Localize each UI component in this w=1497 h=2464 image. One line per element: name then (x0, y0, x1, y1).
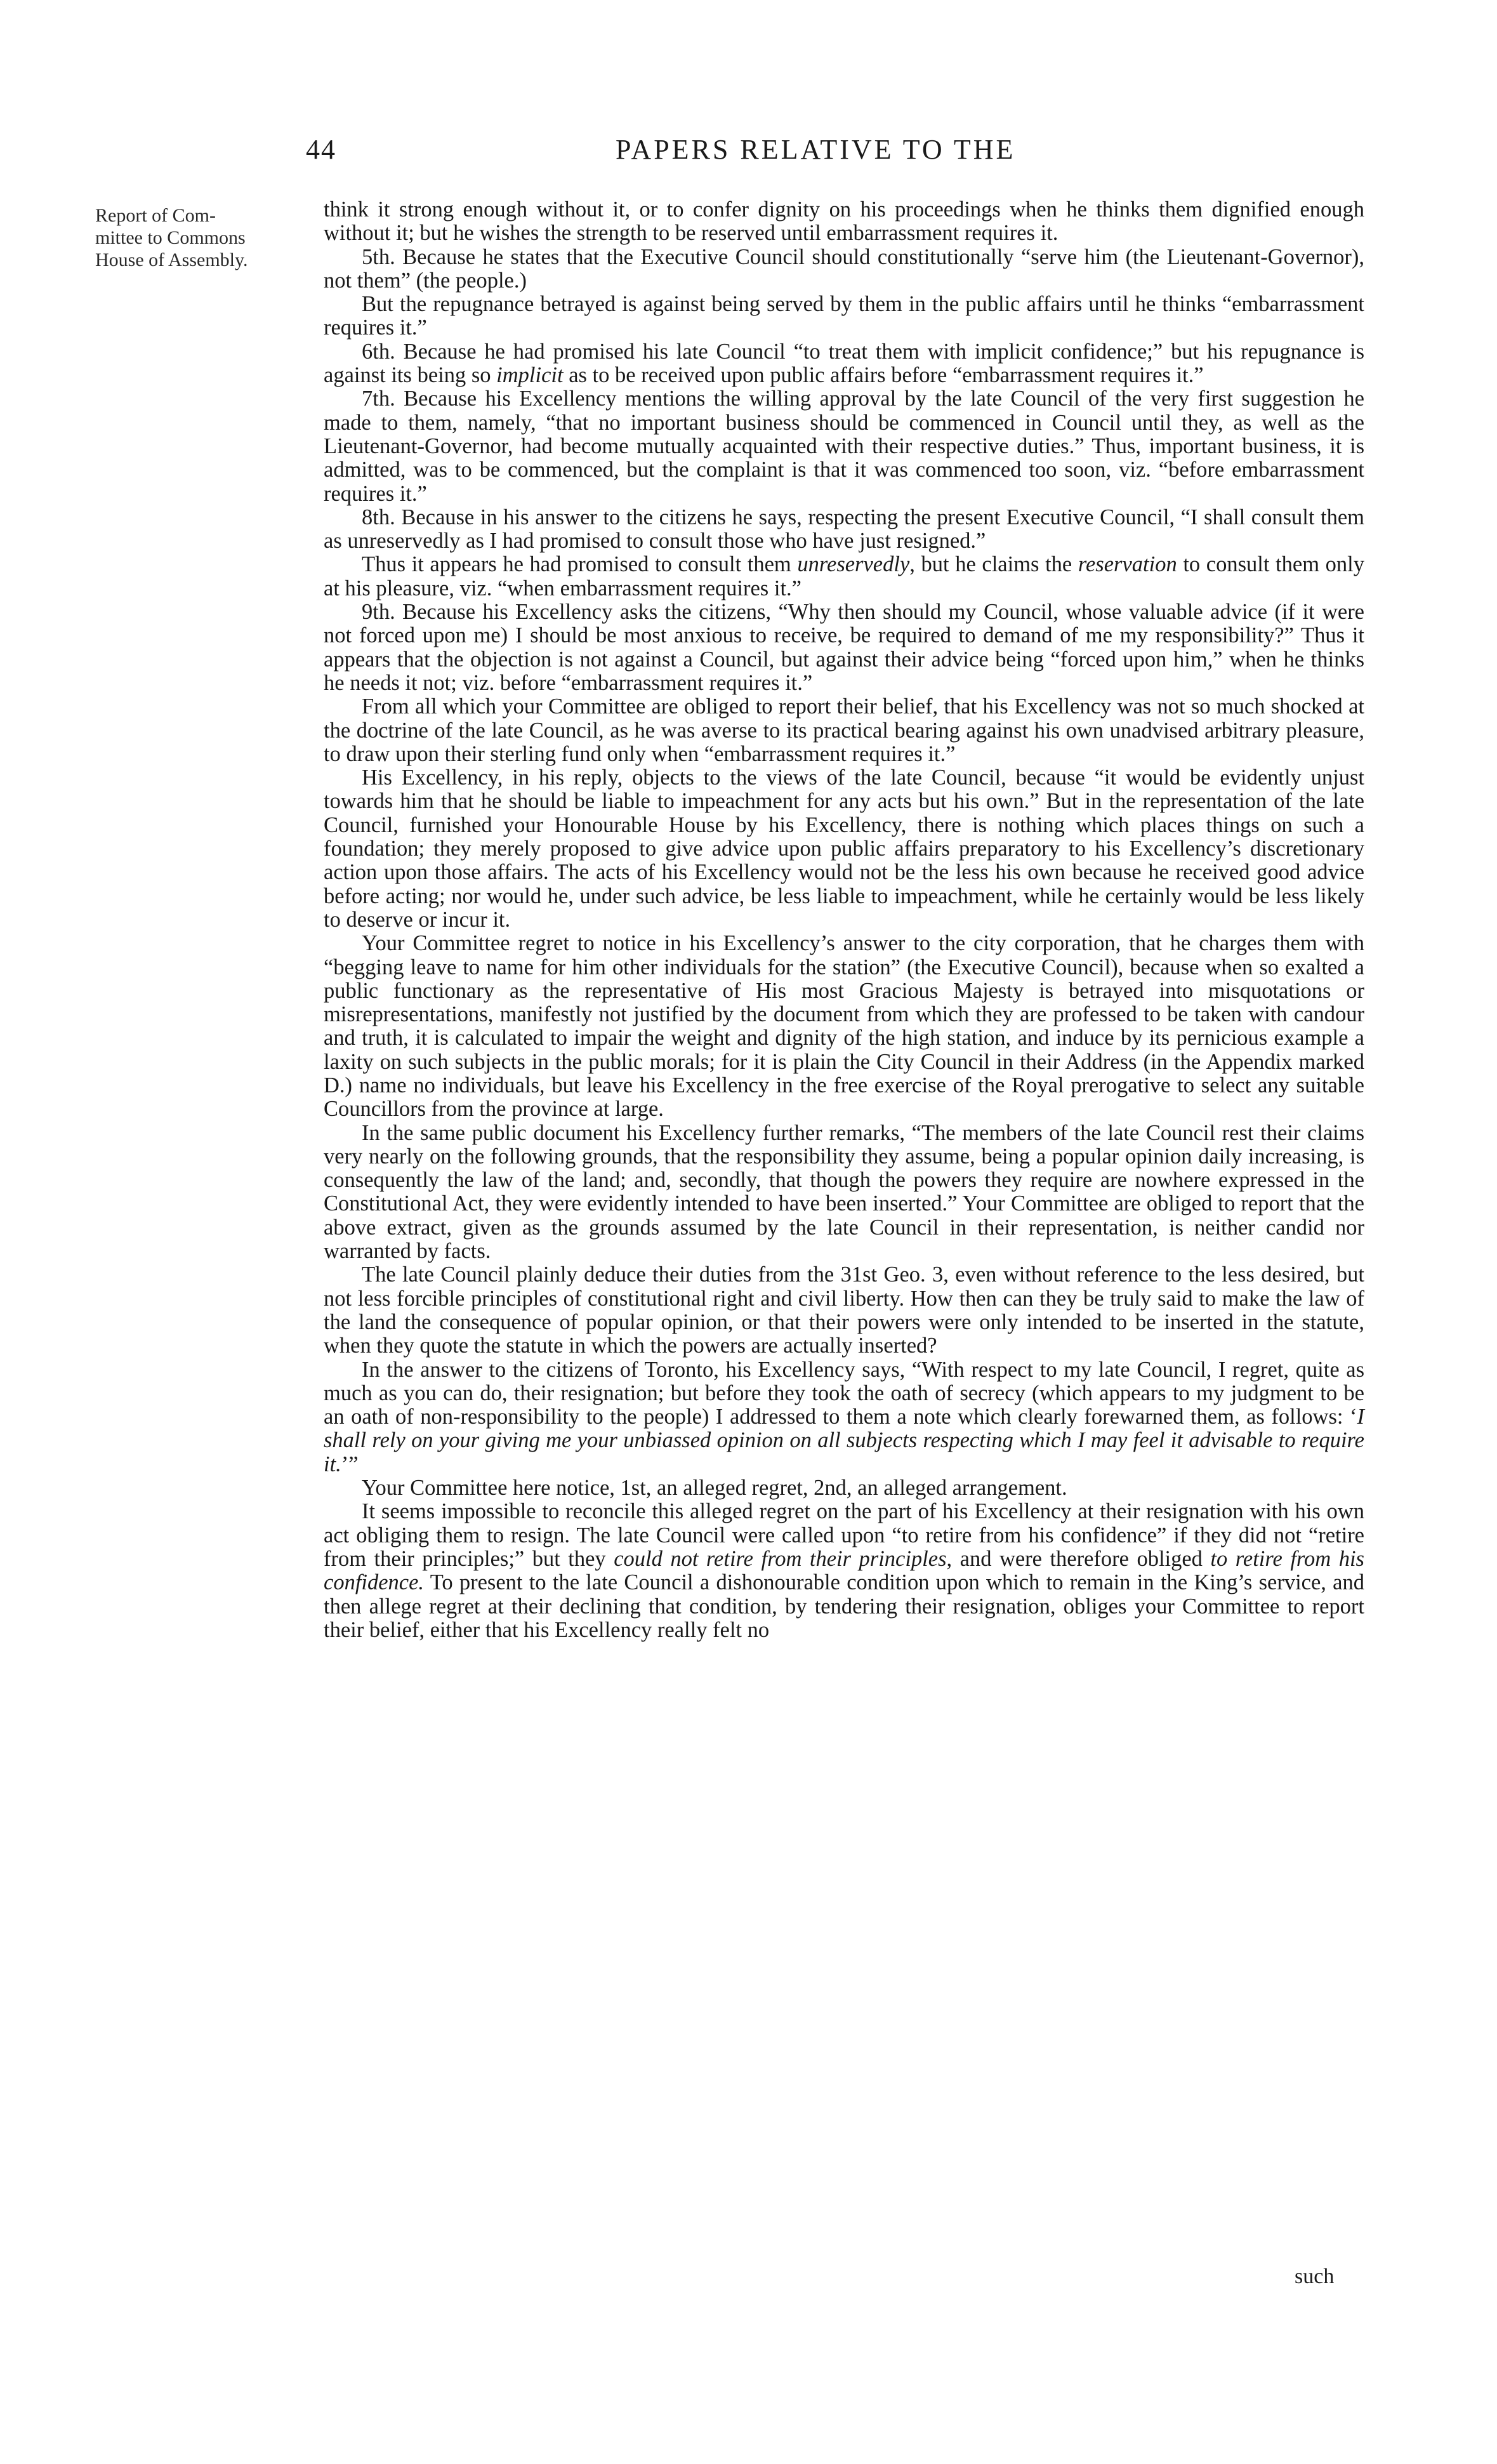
paragraph: In the same public document his Excellency further remarks, “The members of the late Council rest their claims very nearly on the following grounds, that the responsibility they assume, being a popular opinion daily increasing, is consequently the law of the land; and, secondly, that though the powers they require are nowhere expressed in the Constitutional Act, they were evidently intended to have been inserted.” Your Committee are obliged to report that the above extract, given as the grounds assumed by the late Council in their representation, is neither candid nor warranted by facts. (324, 1120, 1364, 1264)
italic-run: could not retire from their principles (614, 1546, 947, 1571)
text-run: 6th. Because he had promised his late Council “to treat them with implicit confidence;” but his repugnance is against its being so (324, 339, 1364, 388)
paragraph: From all which your Committee are obliged to report their belief, that his Excellency was not so much shocked at the doctrine of the late Council, as he was averse to its practical bearing against his own unadvised arbitrary pleasure, to draw upon their sterling fund only when “embarrassment requires it.” (324, 694, 1364, 766)
paragraph (324, 553, 1364, 600)
paragraph: His Excellency, in his reply, objects to the views of the late Council, because “it would be evidently unjust towards him that he should be liable to impeachment for any acts but his own.” But in the representation of the late Council, furnished your Honourable House by his Excellency, there is nothing which places things on such a foundation; they merely proposed to give advice upon public affairs preparatory to his Excellency’s discretionary action upon those affairs. The acts of his Excellency would not be the less his own because he received good advice before acting; nor would he, under such advice, be less liable to impeachment, while he certainly would be less likely to deserve or incur it. (324, 765, 1364, 932)
paragraph: The late Council plainly deduce their duties from the 31st Geo. 3, even without reference to the less desired, but not less forcible principles of constitutional right and civil liberty. How then can they be truly said to make the law of the land the consequence of popular opinion, or that their powers were only intended to be inserted in the statute, when they quote the statute in which the powers are actually inserted? (324, 1262, 1364, 1358)
catchword: such (1295, 2265, 1335, 2288)
paragraph: 7th. Because his Excellency mentions the willing approval by the late Council of the very first suggestion he made to them, namely, “that no important business should be commenced in Council until they, as well as the Lieutenant-Governor, had become mutually acquainted with their respective duties.” Thus, important business, it is admitted, was to be commenced, but the complaint is that it was commenced too soon, viz. “before embarrassment requires it.” (324, 387, 1364, 506)
margin-note-line: Report of Com- (95, 205, 216, 226)
text-run: as to be received upon public affairs before “embarrassment requires it.” (563, 363, 1204, 388)
paragraph: 8th. Because in his answer to the citizens he says, respecting the present Executive Council, “I shall consult them as unreservedly as I had promised to consult those who have just resigned.” (324, 505, 1364, 553)
text-run: to consult them only at his pleasure, viz. “when embarrassment requires it.” (324, 552, 1364, 600)
text-run: It seems impossible to reconcile this alleged regret on the part of his Excellency at their resignation with his own act obliging them to resign. The late Council were called upon “to retire from his confidence” if they did not “retire from their principles;” but they (324, 1499, 1364, 1571)
italic-run: to retire from his confidence. (324, 1546, 1364, 1595)
italic-run: I shall rely on your giving me your unbiassed opinion on all subjects respecting which I may feel it advisable to require it. (324, 1405, 1364, 1476)
text-run: , and were therefore obliged (946, 1546, 1211, 1571)
paragraph: Your Committee here notice, 1st, an alleged regret, 2nd, an alleged arrangement. (362, 1476, 1067, 1500)
italic-run: reservation (1078, 552, 1177, 577)
margin-note-line: mittee to Commons (95, 227, 246, 248)
paragraph (324, 1358, 1364, 1476)
text-run: ’” (341, 1452, 359, 1476)
paragraph (324, 340, 1364, 388)
text-run: In the answer to the citizens of Toronto, his Excellency says, “With respect to my late Council, I regret, quite as much as you can do, their resignation; but before they took the oath of secrecy (which appears to my judgment to be an oath of non-responsibility to the people) I addressed to them a note which clearly forewarned them, as follows: ‘ (324, 1357, 1364, 1429)
italic-run: implicit (496, 363, 564, 388)
paragraph: 9th. Because his Excellency asks the citizens, “Why then should my Council, whose valuable advice (if it were not forced upon me) I should be most anxious to receive, be required to demand of me my responsibility?” Thus it appears that the objection is not against a Council, but against their advice being “forced upon him,” when he thinks he needs it not; viz. before “embarrassment requires it.” (324, 600, 1364, 695)
paragraph: 5th. Because he states that the Executive Council should constitutionally “serve him (the Lieutenant-Governor), not them” (the people.) (324, 244, 1364, 293)
text-run: Thus it appears he had promised to consult them (362, 552, 798, 577)
paragraph: But the repugnance betrayed is against being served by them in the public affairs until he thinks “embarrassment requires it.” (324, 292, 1364, 340)
page-body (324, 198, 1364, 1642)
italic-run: unreservedly (797, 552, 910, 577)
text-run: , but he claims the (909, 552, 1078, 577)
paragraph: Your Committee regret to notice in his Excellency’s answer to the city corporation, that he charges them with “begging leave to name for him other individuals for the station” (the Executive Council), because when so exalted a public functionary as the representative of His most Gracious Majesty is betrayed into misquotations or misrepresentations, manifestly not justified by the document from which they are professed to be taken with candour and truth, it is calculated to impair the weight and dignity of the high station, and induce by its pernicious example a laxity on such subjects in the public morals; for it is plain the City Council in their Address (in the Appendix marked D.) name no individuals, but leave his Excellency in the free exercise of the Royal prerogative to select any suitable Councillors from the province at large. (324, 931, 1364, 1122)
page-number: 44 (306, 134, 336, 165)
page-header (0, 133, 1497, 171)
running-title: PAPERS RELATIVE TO THE (616, 134, 1016, 165)
margin-note-line: House of Assembly. (95, 249, 248, 270)
paragraph (324, 1500, 1364, 1642)
text-run: To present to the late Council a dishonourable condition upon which to remain in the King’s service, and then allege regret at their declining that condition, by tendering their resignation, obliges your Committee to report their belief, either that his Excellency really felt no (324, 1570, 1364, 1642)
margin-note (95, 204, 314, 271)
paragraph: think it strong enough without it, or to confer dignity on his proceedings when he thinks them dignified enough without it; but he wishes the strength to be reserved until embarrassment requires it. (324, 197, 1364, 246)
